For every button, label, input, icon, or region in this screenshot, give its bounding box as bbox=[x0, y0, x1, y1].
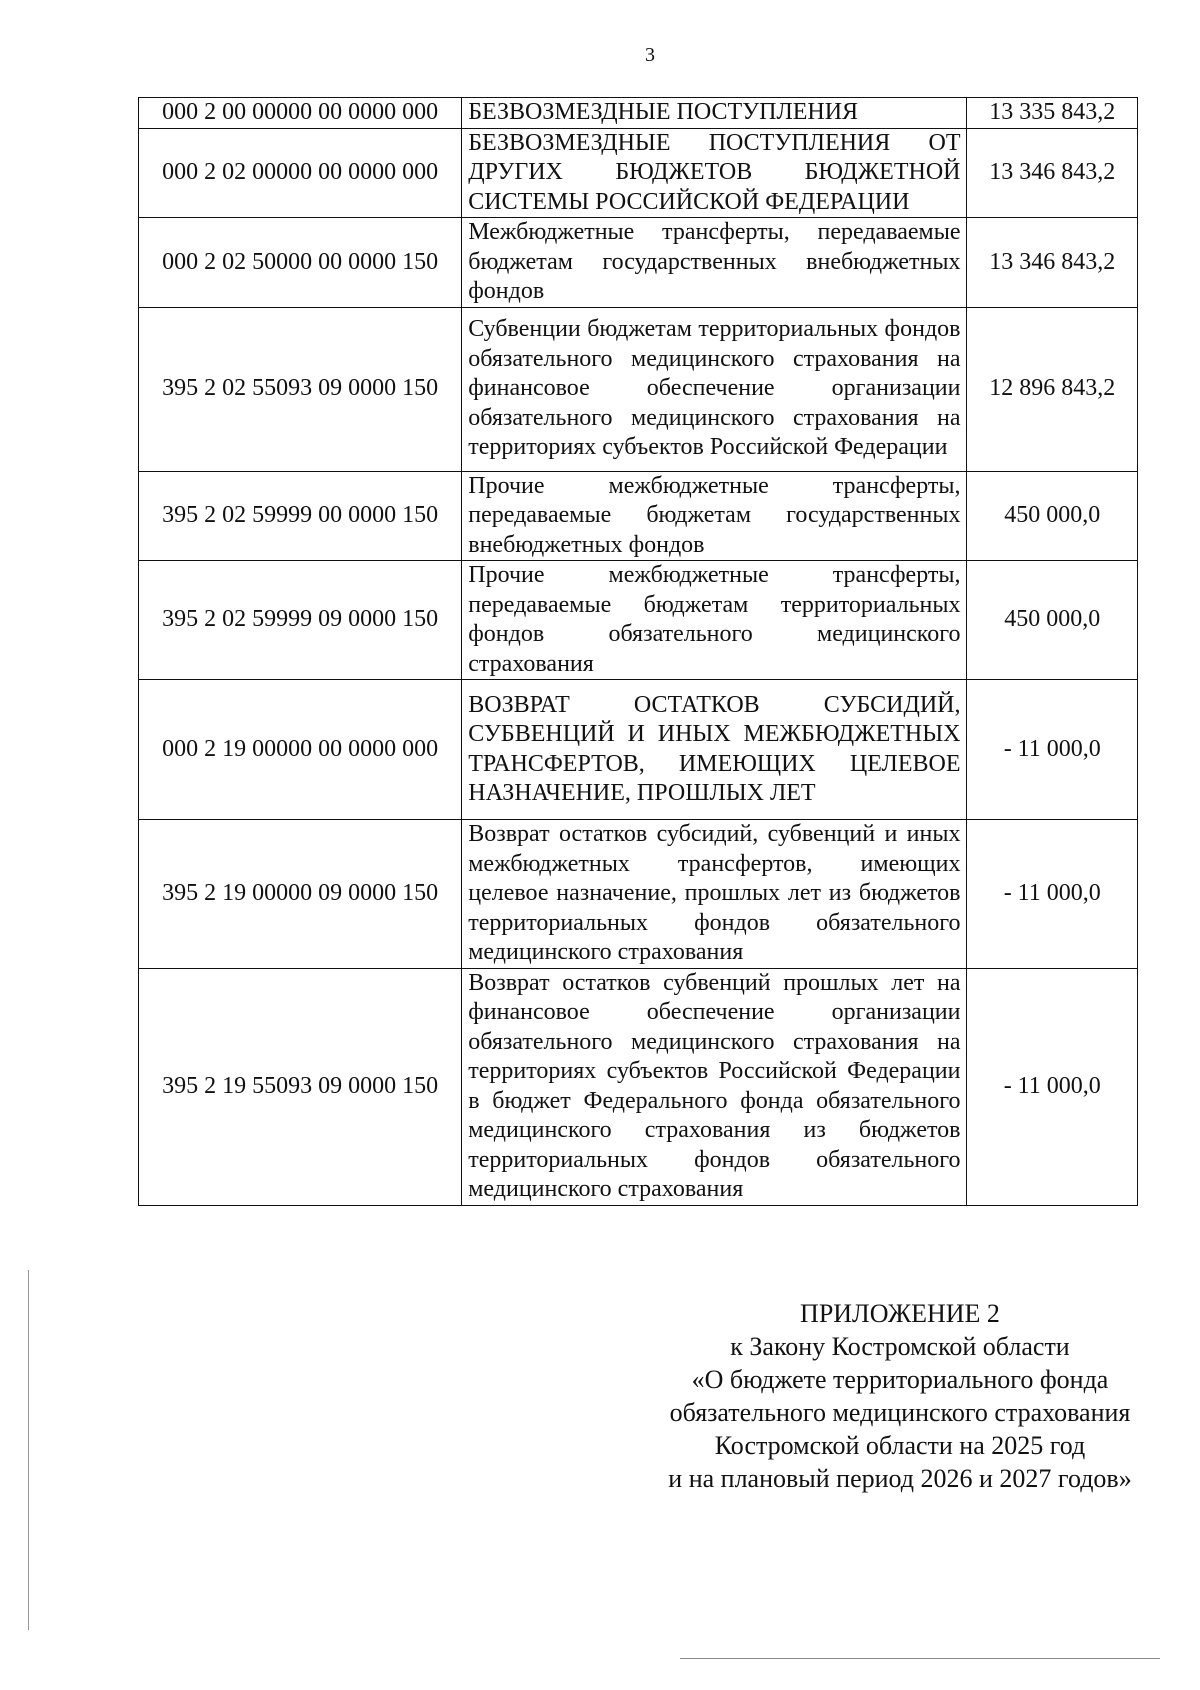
table-row bbox=[139, 98, 1138, 129]
table-row bbox=[139, 820, 1138, 969]
revenue-sum: 12 896 843,2 bbox=[967, 307, 1138, 471]
budget-code: 395 2 19 55093 09 0000 150 bbox=[139, 968, 462, 1205]
budget-code: 000 2 00 00000 00 0000 000 bbox=[139, 98, 462, 129]
revenue-sum: - 11 000,0 bbox=[967, 968, 1138, 1205]
table-row bbox=[139, 561, 1138, 680]
appendix-line: «О бюджете территориального фонда bbox=[691, 1365, 1109, 1394]
appendix-block bbox=[620, 1297, 1180, 1495]
appendix-line: обязательного медицинского страхования bbox=[669, 1398, 1131, 1427]
budget-code: 000 2 02 50000 00 0000 150 bbox=[139, 218, 462, 308]
revenue-table bbox=[138, 97, 1138, 1206]
appendix-line: Костромской области на 2025 год bbox=[714, 1431, 1086, 1460]
budget-code: 395 2 19 00000 09 0000 150 bbox=[139, 820, 462, 969]
revenue-name: Прочие межбюджетные трансферты, передаваемые бюджетам территориальных фондов обязательного медицинского страхования bbox=[462, 561, 967, 680]
revenue-name: БЕЗВОЗМЕЗДНЫЕ ПОСТУПЛЕНИЯ bbox=[462, 98, 967, 129]
page-number: 3 bbox=[645, 44, 655, 66]
table-row bbox=[139, 968, 1138, 1205]
revenue-name: Прочие межбюджетные трансферты, передаваемые бюджетам государственных внебюджетных фондов bbox=[462, 471, 967, 561]
revenue-sum: 450 000,0 bbox=[967, 471, 1138, 561]
scan-margin-line bbox=[28, 1270, 29, 1630]
budget-code: 000 2 19 00000 00 0000 000 bbox=[139, 680, 462, 820]
budget-code: 000 2 02 00000 00 0000 000 bbox=[139, 128, 462, 218]
revenue-sum: - 11 000,0 bbox=[967, 680, 1138, 820]
revenue-sum: 450 000,0 bbox=[967, 561, 1138, 680]
budget-code: 395 2 02 59999 00 0000 150 bbox=[139, 471, 462, 561]
revenue-sum: 13 346 843,2 bbox=[967, 128, 1138, 218]
budget-code: 395 2 02 55093 09 0000 150 bbox=[139, 307, 462, 471]
revenue-sum: - 11 000,0 bbox=[967, 820, 1138, 969]
revenue-name: БЕЗВОЗМЕЗДНЫЕ ПОСТУПЛЕНИЯ ОТ ДРУГИХ БЮДЖЕТОВ БЮДЖЕТНОЙ СИСТЕМЫ РОССИЙСКОЙ ФЕДЕРАЦИИ bbox=[462, 128, 967, 218]
revenue-name: Субвенции бюджетам территориальных фондов обязательного медицинского страхования на финансовое обеспечение организации обязательного медицинского страхования на территориях субъектов Российской Федерации bbox=[462, 307, 967, 471]
revenue-sum: 13 346 843,2 bbox=[967, 218, 1138, 308]
revenue-name: Межбюджетные трансферты, передаваемые бюджетам государственных внебюджетных фондов bbox=[462, 218, 967, 308]
table-row bbox=[139, 471, 1138, 561]
revenue-name: Возврат остатков субвенций прошлых лет на финансовое обеспечение организации обязательного медицинского страхования на территориях субъектов Российской Федерации в бюджет Федерального фонда обязательного медицинского страхования из бюджетов территориальных фондов обязательного медицинского страхования bbox=[462, 968, 967, 1205]
appendix-line: к Закону Костромской области bbox=[730, 1332, 1070, 1361]
revenue-name: ВОЗВРАТ ОСТАТКОВ СУБСИДИЙ, СУБВЕНЦИЙ И ИНЫХ МЕЖБЮДЖЕТНЫХ ТРАНСФЕРТОВ, ИМЕЮЩИХ ЦЕЛЕВОЕ НАЗНАЧЕНИЕ, ПРОШЛЫХ ЛЕТ bbox=[462, 680, 967, 820]
table-row bbox=[139, 680, 1138, 820]
budget-code: 395 2 02 59999 09 0000 150 bbox=[139, 561, 462, 680]
revenue-sum: 13 335 843,2 bbox=[967, 98, 1138, 129]
revenue-name: Возврат остатков субсидий, субвенций и иных межбюджетных трансфертов, имеющих целевое назначение, прошлых лет из бюджетов территориальных фондов обязательного медицинского страхования bbox=[462, 820, 967, 969]
table-row bbox=[139, 307, 1138, 471]
table-row bbox=[139, 128, 1138, 218]
bottom-rule bbox=[680, 1658, 1160, 1659]
appendix-title: ПРИЛОЖЕНИЕ 2 bbox=[800, 1299, 1000, 1328]
table-row bbox=[139, 218, 1138, 308]
appendix-line: и на плановый период 2026 и 2027 годов» bbox=[668, 1464, 1132, 1493]
